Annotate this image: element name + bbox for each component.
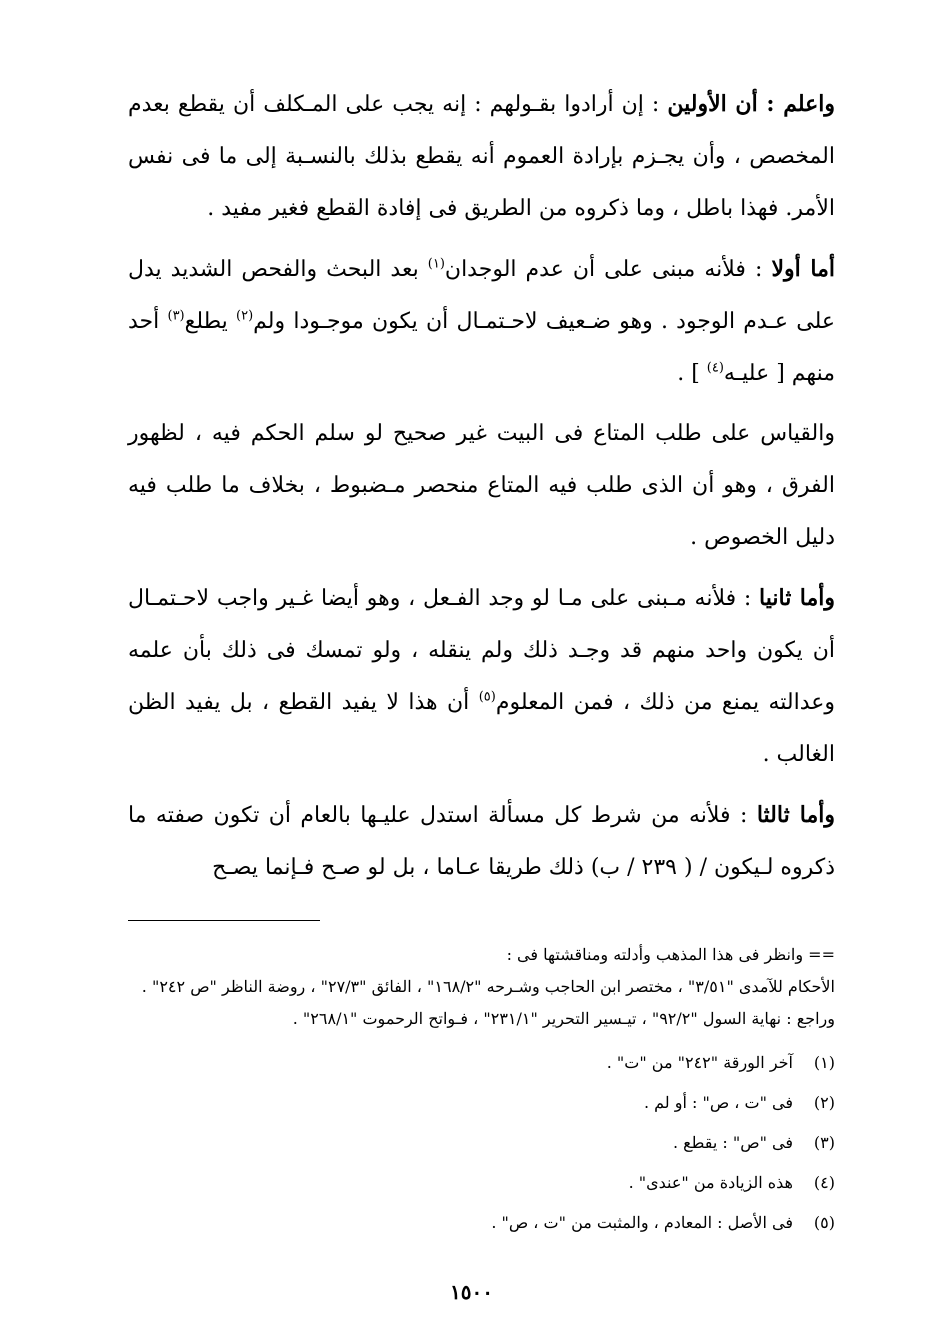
paragraph-text: : فلأنه من شرط كل مسألة استدل عليـها بالعام أن تكون صفته ما ذكروه لـيكون / ( ٢٣٩ / ب) ذلك طريقا عـاما ، بل لو صـح فـإنما يصـح xyxy=(128,803,835,880)
footnote-text: فى "ص" : يقطع . xyxy=(672,1133,793,1152)
footnote-item xyxy=(128,1203,835,1243)
footnote-item xyxy=(128,1083,835,1123)
footnote-marker: (٣) xyxy=(167,308,185,324)
paragraph-text: والقياس على طلب المتاع فى البيت غير صحيح لو سلم الحكم فيه ، لظهور الفرق ، وهو أن الذى طلب فيه المتاع منحصر مـضبوط ، بخلاف ما طلب فيه دليل الخصوص . xyxy=(128,421,835,550)
footnote-marker: (٢) xyxy=(236,308,254,324)
footnote-text: هذه الزيادة من "عندى" . xyxy=(628,1173,793,1192)
footnote-marker: (٥) xyxy=(478,689,496,705)
paragraph-text: : فلأنه مبنى على أن عدم الوجدان xyxy=(444,257,763,282)
paragraph-third-point xyxy=(128,789,835,894)
paragraph-text: بعد البحث والفحص الشديد يدل على عـدم الوجود . وهو ضـعيف لاحـتمـال أن يكون موجـودا ولم xyxy=(128,257,835,334)
footnote-number: (١) xyxy=(813,1053,835,1072)
paragraph-text: ] . xyxy=(677,361,700,386)
footnote-number: (٣) xyxy=(813,1133,835,1152)
paragraph-first-point xyxy=(128,243,835,400)
footnote-divider xyxy=(128,920,320,921)
paragraph-text: أحد منهم [ عليـه xyxy=(128,309,835,386)
paragraph-analogy xyxy=(128,408,835,564)
footnote-list xyxy=(128,1043,835,1243)
paragraph-second-point xyxy=(128,572,835,781)
continued-footnote xyxy=(128,939,835,1035)
footnote-marker: (٤) xyxy=(706,360,724,376)
footnote-text: فى الأصل : المعادم ، والمثبت من "ت ، ص" . xyxy=(491,1213,793,1232)
footnote-number: (٥) xyxy=(813,1213,835,1232)
paragraph-text: : إن أرادوا بقـولهم : إنه يجب على المـكلف أن يقطع بعدم المخصص ، وأن يجـزم بإرادة العموم أنه يقطع بذلك بالنسـبة إلى ما فى نفس الأمر. فهذا باطل ، وما ذكروه من الطريق فى إفادة القطع فغير مفيد . xyxy=(128,92,835,221)
footnote-item xyxy=(128,1123,835,1163)
paragraph-lead: أما أولا xyxy=(771,256,836,282)
page-number: ١٥٠٠ xyxy=(450,1280,493,1304)
footnote-marker: (١) xyxy=(427,256,445,272)
paragraph-intro xyxy=(128,78,835,235)
paragraph-text: : فلأنه مـبنى على مـا لو وجد الفـعل ، وهو أيضا غـير واجب لاحـتمـال أن يكون واحد منهم قد وجـد ذلك ولم ينقله ، ولو تمسك فى ذلك بأن علمه وعدالته يمنع من ذلك ، فمن المعلوم xyxy=(128,586,836,715)
footnote-number: (٤) xyxy=(813,1173,835,1192)
continued-note-line: الأحكام للآمدى "٣/٥١" ، مختصر ابن الحاجب وشـرحه "١٦٨/٢" ، الفائق "٢٧/٣" ، روضة الناظر "ص ٢٤٢" . xyxy=(141,977,835,996)
paragraph-lead: وأما ثانيا xyxy=(759,585,835,611)
continued-note-line: وراجع : نهاية السول "٩٢/٢" ، تيـسير التحرير "٢٣١/١" ، فـواتح الرحموت "٢٦٨/١" . xyxy=(292,1009,835,1028)
footnote-text: آخر الورقة "٢٤٢" من "ت" . xyxy=(606,1053,793,1072)
footnote-item xyxy=(128,1043,835,1083)
footnote-item xyxy=(128,1163,835,1203)
paragraph-text: أن هذا لا يفيد القطع ، بل يفيد الظن الغالب . xyxy=(128,690,835,767)
footnote-number: (٢) xyxy=(813,1093,835,1112)
paragraph-text: يطلع xyxy=(184,309,228,334)
footnote-text: فى "ت ، ص" : أو لم . xyxy=(643,1093,793,1112)
paragraph-lead: وأما ثالثا xyxy=(756,802,835,828)
paragraph-lead: واعلم : أن الأولين xyxy=(667,91,835,117)
continued-note-line: == وانظر فى هذا المذهب وأدلته ومناقشتها فى : xyxy=(506,945,835,964)
